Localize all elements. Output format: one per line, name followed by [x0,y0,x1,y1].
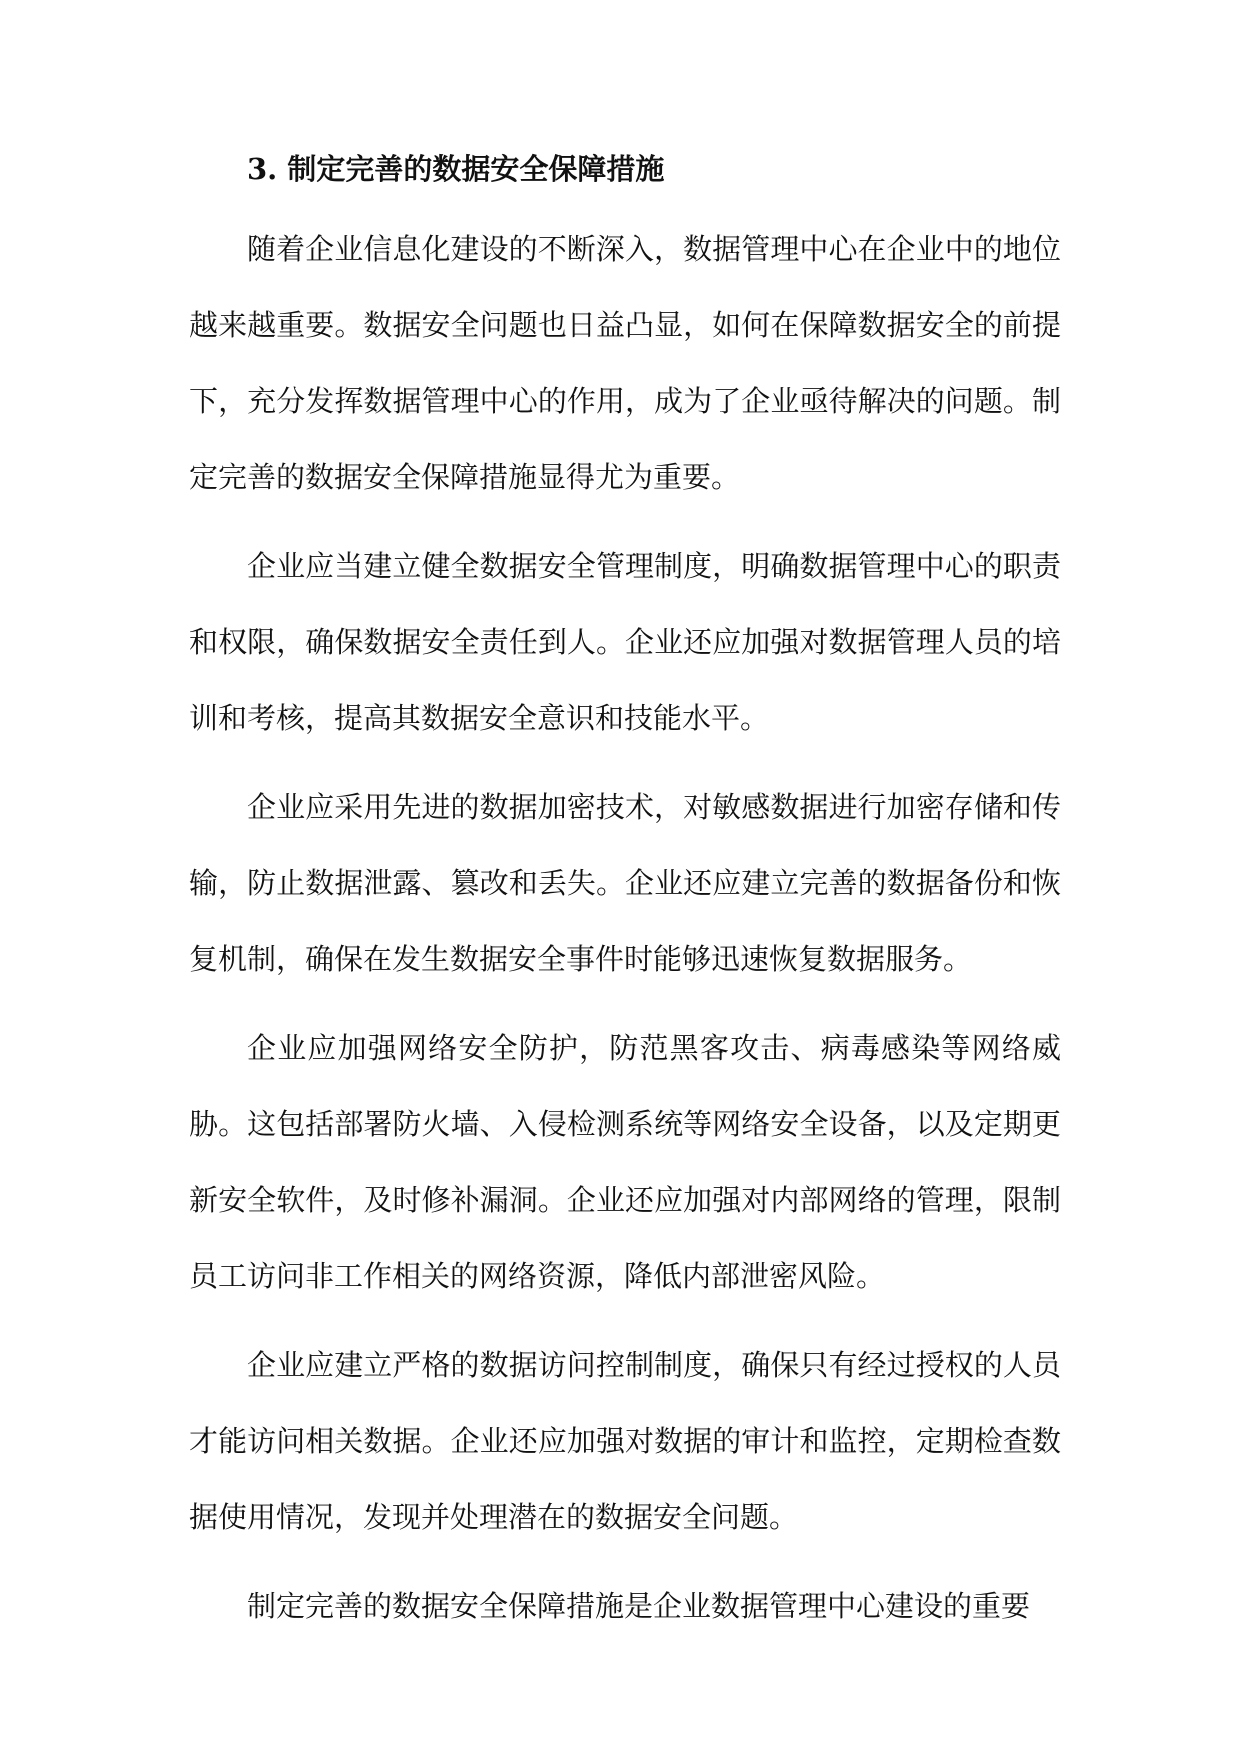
paragraph-5: 企业应建立严格的数据访问控制制度，确保只有经过授权的人员才能访问相关数据。企业还应加强对数据的审计和监控，定期检查数据使用情况，发现并处理潜在的数据安全问题。 [189,1348,1061,1534]
paragraph-2: 企业应当建立健全数据安全管理制度，明确数据管理中心的职责和权限，确保数据安全责任到人。企业还应加强对数据管理人员的培训和考核，提高其数据安全意识和技能水平。 [189,549,1061,735]
paragraph-1: 随着企业信息化建设的不断深入，数据管理中心在企业中的地位越来越重要。数据安全问题也日益凸显，如何在保障数据安全的前提下，充分发挥数据管理中心的作用，成为了企业亟待解决的问题。制定完善的数据安全保障措施显得尤为重要。 [189,232,1061,494]
paragraph-3: 企业应采用先进的数据加密技术，对敏感数据进行加密存储和传输，防止数据泄露、篡改和丢失。企业还应建立完善的数据备份和恢复机制，确保在发生数据安全事件时能够迅速恢复数据服务。 [189,790,1061,976]
document-body [189,140,1061,1644]
paragraph-4: 企业应加强网络安全防护，防范黑客攻击、病毒感染等网络威胁。这包括部署防火墙、入侵检测系统等网络安全设备，以及定期更新安全软件，及时修补漏洞。企业还应加强对内部网络的管理，限制员工访问非工作相关的网络资源，降低内部泄密风险。 [189,1031,1061,1293]
paragraph-6: 制定完善的数据安全保障措施是企业数据管理中心建设的重要 [247,1589,1031,1623]
section-heading: 3. 制定完善的数据安全保障措施 [247,152,665,186]
